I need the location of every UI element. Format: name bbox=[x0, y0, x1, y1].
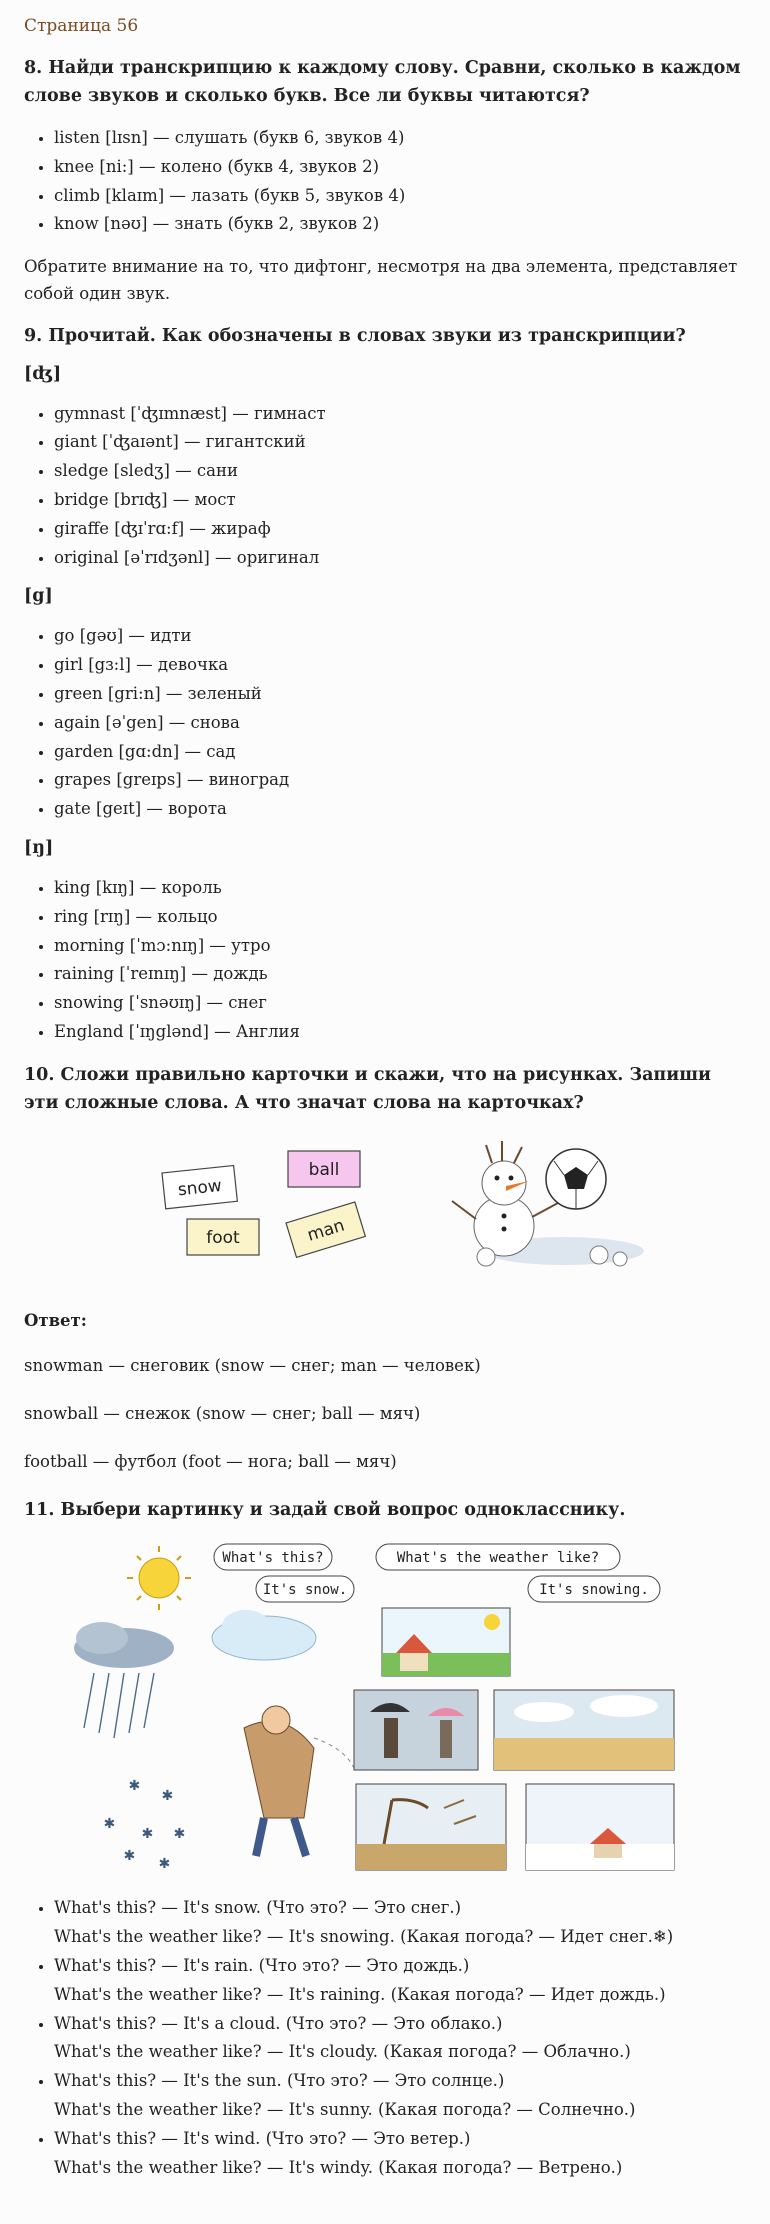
list-item bbox=[54, 2010, 746, 2068]
bubble-text: It's snow. bbox=[262, 1582, 348, 1599]
list-item: • listen [lɪsn] — слушать (букв 6, звуков 4) bbox=[54, 124, 746, 153]
list-item bbox=[54, 1952, 746, 2010]
question-line: What's the weather like? — It's sunny. (Какая погода? — Солнечно.) bbox=[54, 2100, 636, 2119]
question-line: What's this? — It's the sun. (Что это? — Это солнце.) bbox=[54, 2071, 505, 2091]
answer-line: football — футбол (foot — нога; ball — мяч) bbox=[24, 1452, 397, 1472]
ex8-note: Обратите внимание на то, что дифтонг, несмотря на два элемента, представляет собой один звук. bbox=[24, 257, 738, 304]
ex8-list bbox=[24, 124, 746, 239]
ex9-list-2 bbox=[24, 622, 746, 824]
ex8-title: 8. Найди транскрипцию к каждому слову. Сравни, сколько в каждом слове звуков и сколько букв. Все ли буквы читаются? bbox=[24, 58, 741, 106]
snowman-picture bbox=[452, 1141, 644, 1266]
weather-illustration bbox=[24, 1538, 746, 1876]
ex11-list bbox=[24, 1894, 746, 2182]
snowy-scene bbox=[526, 1784, 674, 1870]
list-item bbox=[54, 2067, 746, 2125]
list-item: • raining [ˈreɪnɪŋ] — дождь bbox=[54, 960, 746, 989]
page-link[interactable]: Страница 56 bbox=[24, 16, 139, 36]
answer-line: snowman — снеговик (snow — снег; man — человек) bbox=[24, 1355, 481, 1375]
list-item: • ring [rɪŋ] — кольцо bbox=[54, 903, 746, 932]
list-item: • girl [gɜ:l] — девочка bbox=[54, 651, 746, 680]
list-item bbox=[54, 1894, 746, 1952]
list-item: • go [gəʊ] — идти bbox=[54, 622, 746, 651]
sunny-scene bbox=[382, 1608, 510, 1676]
question-line: What's the weather like? — It's windy. (Какая погода? — Ветрено.) bbox=[54, 2157, 623, 2177]
card-man bbox=[286, 1202, 365, 1257]
bubble-text: What's this? bbox=[222, 1550, 324, 1567]
rain-picture bbox=[74, 1622, 174, 1738]
card-text: ball bbox=[308, 1159, 340, 1180]
rainy-scene bbox=[354, 1690, 478, 1770]
list-item: • sledge [sledʒ] — сани bbox=[54, 457, 746, 486]
wind-picture bbox=[244, 1706, 354, 1856]
svg-text:✱: ✱ bbox=[162, 1784, 173, 1806]
card-text: foot bbox=[206, 1227, 240, 1248]
cards-illustration bbox=[24, 1131, 746, 1281]
list-item: • knee [ni:] — колено (букв 4, звуков 2) bbox=[54, 153, 746, 182]
card-text: snow bbox=[176, 1175, 223, 1201]
cloudy-scene bbox=[494, 1690, 674, 1770]
bubble-whats-this bbox=[214, 1544, 332, 1570]
svg-text:✱: ✱ bbox=[159, 1852, 170, 1874]
bubble-text: What's the weather like? bbox=[396, 1550, 600, 1567]
svg-text:✱: ✱ bbox=[129, 1774, 140, 1796]
list-item: • original [əˈrɪdʒənl] — оригинал bbox=[54, 544, 746, 573]
list-item: • climb [klaɪm] — лазать (букв 5, звуков 4) bbox=[54, 182, 746, 211]
list-item: • snowing [ˈsnəʊɪŋ] — снег bbox=[54, 989, 746, 1018]
ex11-title: 11. Выбери картинку и задай свой вопрос однокласснику. bbox=[24, 1500, 626, 1521]
svg-text:✱: ✱ bbox=[174, 1822, 185, 1844]
list-item: • know [nəʊ] — знать (букв 2, звуков 2) bbox=[54, 210, 746, 239]
answer-label: Ответ: bbox=[24, 1310, 87, 1330]
sun-picture bbox=[127, 1546, 191, 1610]
list-item: • giraffe [ʤɪˈrɑ:f] — жираф bbox=[54, 515, 746, 544]
snow-picture bbox=[104, 1774, 185, 1873]
svg-text:✱: ✱ bbox=[124, 1844, 135, 1866]
card-text: man bbox=[305, 1215, 347, 1246]
sound-heading: [ʤ] bbox=[24, 363, 62, 384]
list-item: • green [gri:n] — зеленый bbox=[54, 680, 746, 709]
card-snow bbox=[162, 1165, 237, 1208]
question-line: What's the weather like? — It's cloudy. (Какая погода? — Облачно.) bbox=[54, 2042, 631, 2062]
bubble-its-snow bbox=[256, 1576, 354, 1602]
bubble-weather bbox=[376, 1544, 620, 1570]
list-item: • again [əˈgen] — снова bbox=[54, 709, 746, 738]
bubble-its-snowing bbox=[528, 1576, 660, 1602]
list-item: • morning [ˈmɔ:nɪŋ] — утро bbox=[54, 932, 746, 961]
question-line: What's the weather like? — It's snowing. (Какая погода? — Идет снег.❄) bbox=[54, 1927, 674, 1947]
ex9-title: 9. Прочитай. Как обозначены в словах звуки из транскрипции? bbox=[24, 325, 686, 346]
cloud-picture bbox=[212, 1610, 316, 1660]
ex9-list-1 bbox=[24, 400, 746, 573]
question-line: What's this? — It's a cloud. (Что это? — Это облако.) bbox=[54, 2013, 503, 2033]
question-line: What's this? — It's wind. (Что это? — Это ветер.) bbox=[54, 2128, 471, 2148]
weather-svg bbox=[24, 1538, 746, 1876]
list-item: • bridge [brɪʤ] — мост bbox=[54, 486, 746, 515]
list-item: • king [kɪŋ] — король bbox=[54, 874, 746, 903]
list-item: • England [ˈɪŋglənd] — Англия bbox=[54, 1018, 746, 1047]
windy-scene bbox=[356, 1784, 506, 1870]
card-foot bbox=[187, 1219, 259, 1255]
sound-heading: [g] bbox=[24, 586, 53, 607]
svg-text:✱: ✱ bbox=[142, 1822, 153, 1844]
svg-text:✱: ✱ bbox=[104, 1812, 115, 1834]
question-line: What's this? — It's rain. (Что это? — Это дождь.) bbox=[54, 1956, 470, 1976]
card-ball bbox=[288, 1151, 360, 1187]
list-item: • gymnast [ˈʤɪmnæst] — гимнаст bbox=[54, 400, 746, 429]
question-line: What's the weather like? — It's raining. (Какая погода? — Идет дождь.) bbox=[54, 1984, 666, 2004]
answer-line: snowball — снежок (snow — снег; ball — мяч) bbox=[24, 1403, 421, 1423]
list-item bbox=[54, 2125, 746, 2183]
ex9-list-3 bbox=[24, 874, 746, 1047]
question-line: What's this? — It's snow. (Что это? — Это снег.) bbox=[54, 1898, 462, 1918]
ex10-title: 10. Сложи правильно карточки и скажи, что на рисунках. Запиши эти сложные слова. А что значат слова на карточках? bbox=[24, 1064, 711, 1113]
cards-svg bbox=[24, 1131, 746, 1281]
list-item: • grapes [greɪps] — виноград bbox=[54, 766, 746, 795]
list-item: • gate [geɪt] — ворота bbox=[54, 795, 746, 824]
sound-heading: [ŋ] bbox=[24, 837, 54, 858]
list-item: • giant [ˈʤaɪənt] — гигантский bbox=[54, 428, 746, 457]
list-item: • garden [gɑ:dn] — сад bbox=[54, 738, 746, 767]
bubble-text: It's snowing. bbox=[539, 1582, 649, 1599]
